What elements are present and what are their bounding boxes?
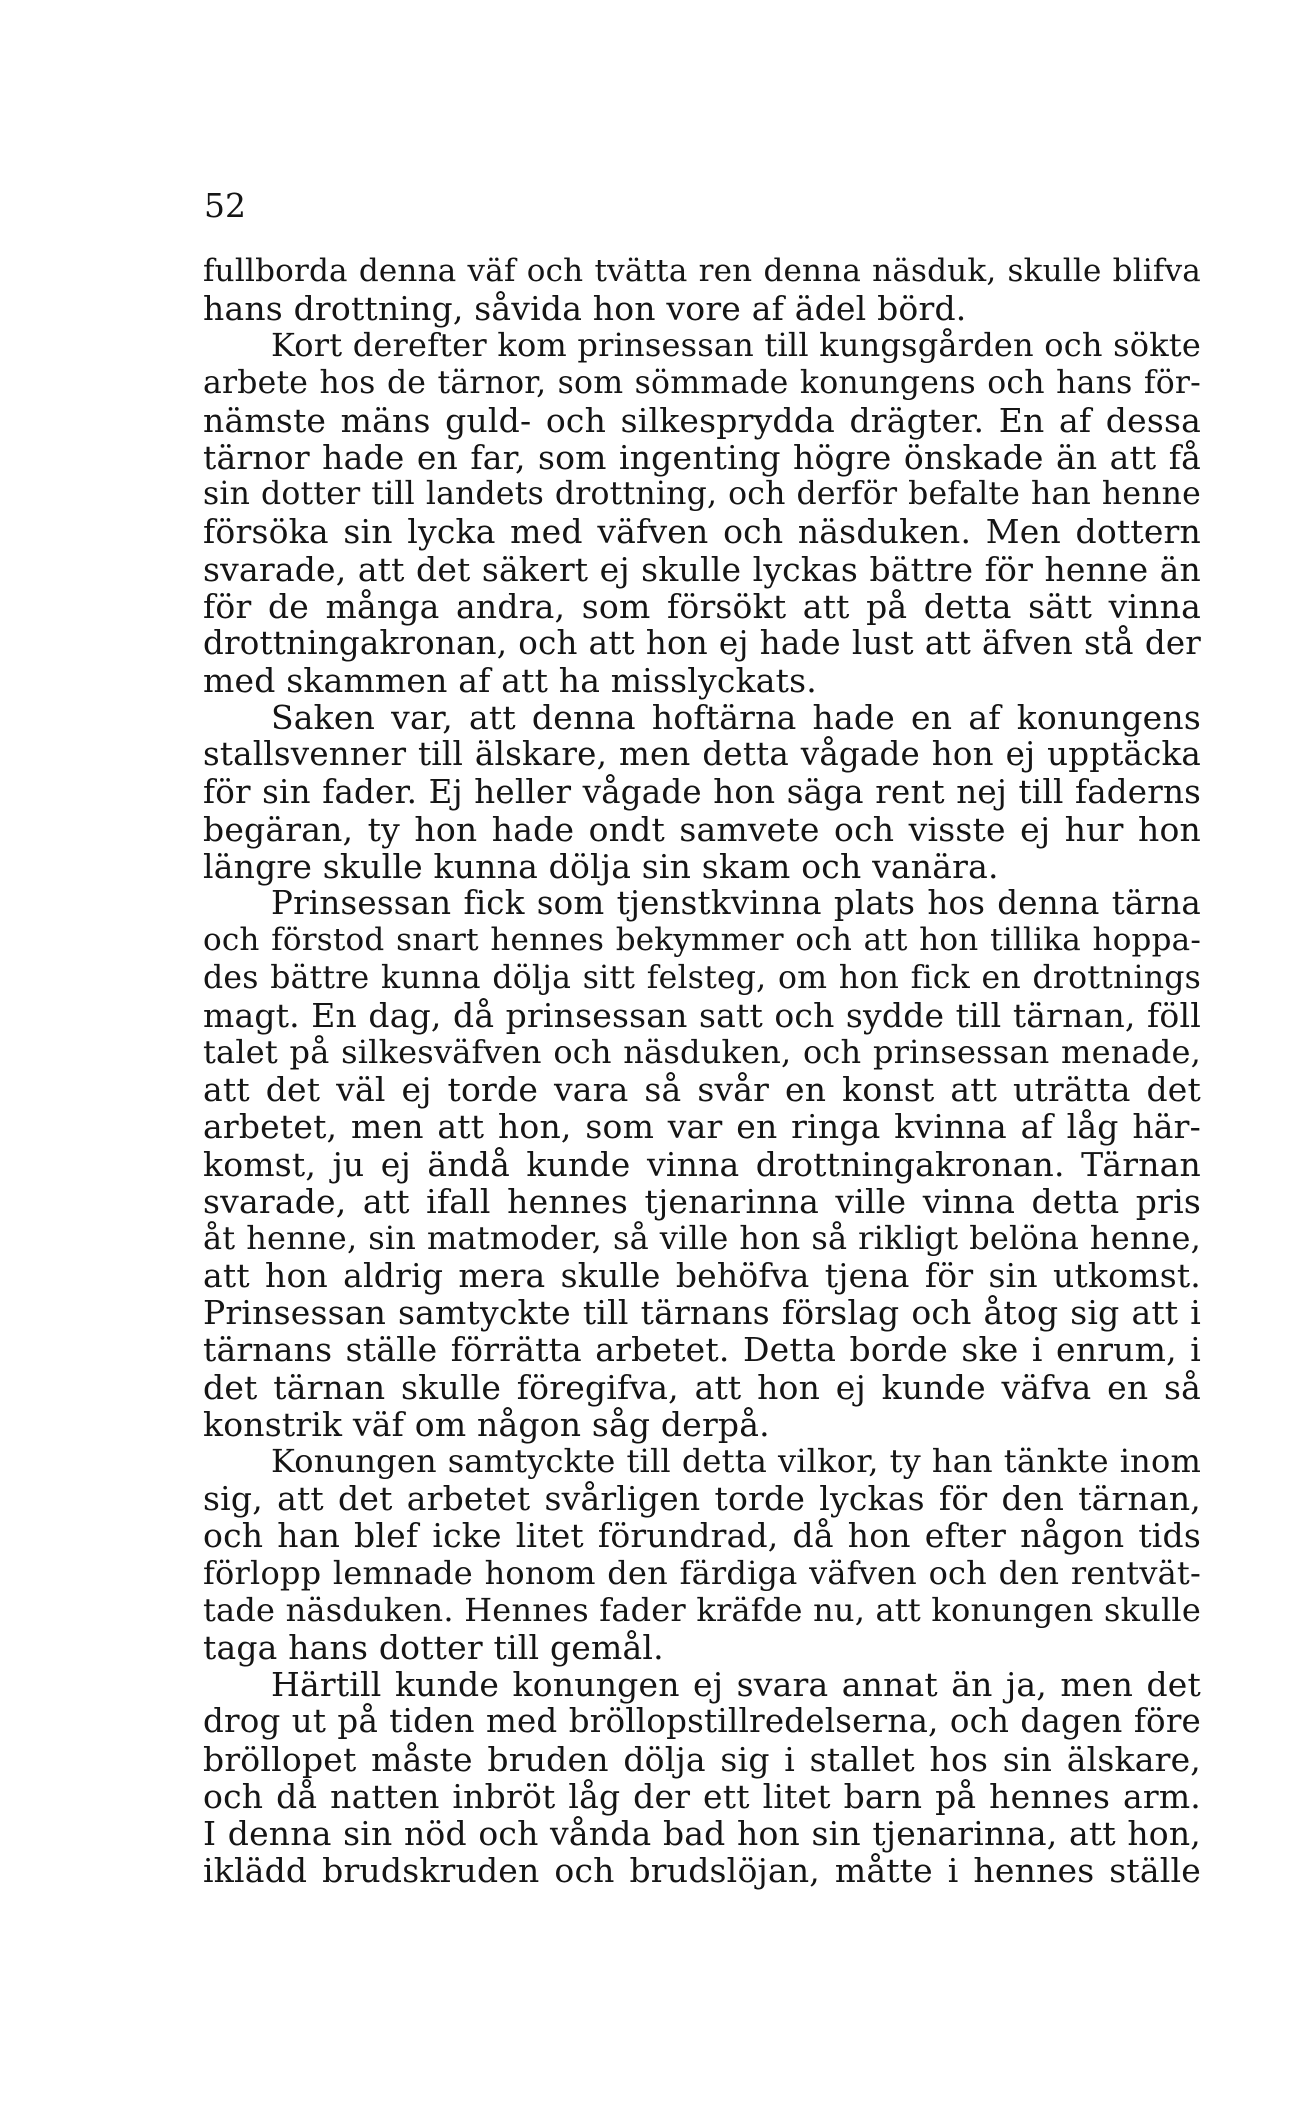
text-line: talet på silkesväfven och näsduken, och prinsessan menade, (203, 1032, 1201, 1071)
text-line: iklädd brudskruden och brudslöjan, måtte i hennes ställe (203, 1851, 1201, 1891)
text-line: med skammen af att ha misslyckats. (203, 661, 817, 701)
text-line: I denna sin nöd och vånda bad hon sin tjenarinna, att hon, (203, 1813, 1201, 1853)
text-line: Kort derefter kom prinsessan till kungsgården och sökte (271, 326, 1201, 365)
text-line: arbetet, men att hon, som var en ringa kvinna af låg här- (203, 1107, 1201, 1147)
text-line: och han blef icke litet förundrad, då hon efter någon tids (203, 1516, 1201, 1556)
text-line: magt. En dag, då prinsessan satt och sydde till tärnan, föll (203, 995, 1201, 1035)
text-line: att det väl ej torde vara så svår en konst att uträtta det (203, 1070, 1201, 1110)
text-line: att hon aldrig mera skulle behöfva tjena för sin utkomst. (203, 1256, 1201, 1296)
text-line: tärnans ställe förrätta arbetet. Detta borde ske i enrum, i (203, 1330, 1201, 1370)
text-line: drog ut på tiden med bröllopstillredelserna, och dagen före (203, 1702, 1201, 1741)
text-line: des bättre kunna dölja sitt felsteg, om hon fick en drottnings (203, 959, 1201, 996)
text-line: svarade, att det säkert ej skulle lyckas bättre för henne än (203, 549, 1201, 589)
text-line: tade näsduken. Hennes fader kräfde nu, att konungen skulle (203, 1590, 1201, 1629)
text-line: åt henne, sin matmoder, så ville hon så rikligt belöna henne, (203, 1218, 1201, 1257)
text-line: och förstod snart hennes bekymmer och att hon tillika hoppa- (203, 922, 1201, 959)
text-line: begäran, ty hon hade ondt samvete och visste ej hur hon (203, 809, 1201, 849)
text-line: svarade, att ifall hennes tjenarinna ville vinna detta pris (203, 1181, 1201, 1221)
text-line: det tärnan skulle föregifva, att hon ej kunde väfva en så (203, 1367, 1201, 1407)
text-line: fullborda denna väf och tvätta ren denna näsduk, skulle blifva (203, 253, 1201, 289)
text-line: Prinsessan fick som tjenstkvinna plats hos denna tärna (271, 884, 1201, 923)
text-line: nämste mäns guld- och silkesprydda drägter. En af dessa (203, 400, 1201, 440)
text-line: sin dotter till landets drottning, och derför befalte han henne (203, 476, 1201, 513)
text-line: konstrik väf om någon såg derpå. (203, 1404, 770, 1444)
text-line: taga hans dotter till gemål. (203, 1627, 664, 1667)
text-line: arbete hos de tärnor, som sömmade konungens och hans för- (203, 364, 1201, 401)
text-line: för de många andra, som försökt att på detta sätt vinna (203, 586, 1201, 626)
text-line: sig, att det arbetet svårligen torde lyckas för den tärnan, (203, 1479, 1201, 1519)
text-line: hans drottning, såvida hon vore af ädel börd. (203, 289, 967, 329)
text-line: försöka sin lycka med väfven och näsduken. Men dottern (203, 512, 1201, 552)
text-line: Saken var, att denna hoftärna hade en af konungens (271, 698, 1201, 738)
body-text (203, 253, 1201, 1889)
text-line: Härtill kunde konungen ej svara annat än ja, men det (271, 1665, 1201, 1705)
text-line: förlopp lemnade honom den färdiga väfven och den rentvät- (203, 1553, 1201, 1592)
text-line: drottningakronan, och att hon ej hade lust att äfven stå der (203, 623, 1201, 662)
text-line: Prinsessan samtyckte till tärnans förslag och åtog sig att i (203, 1293, 1201, 1333)
text-line: tärnor hade en far, som ingenting högre önskade än att få (203, 437, 1201, 477)
text-line: längre skulle kunna dölja sin skam och vanära. (203, 847, 999, 886)
page-number: 52 (204, 186, 246, 225)
text-line: stallsvenner till älskare, men detta vågade hon ej upptäcka (203, 735, 1201, 774)
text-line: och då natten inbröt låg der ett litet barn på hennes arm. (203, 1776, 1201, 1816)
text-line: komst, ju ej ändå kunde vinna drottningakronan. Tärnan (203, 1144, 1201, 1184)
text-line: bröllopet måste bruden dölja sig i stallet hos sin älskare, (203, 1739, 1201, 1779)
text-line: för sin fader. Ej heller vågade hon säga rent nej till faderns (203, 772, 1201, 811)
text-line: Konungen samtyckte till detta vilkor, ty han tänkte inom (271, 1442, 1201, 1480)
